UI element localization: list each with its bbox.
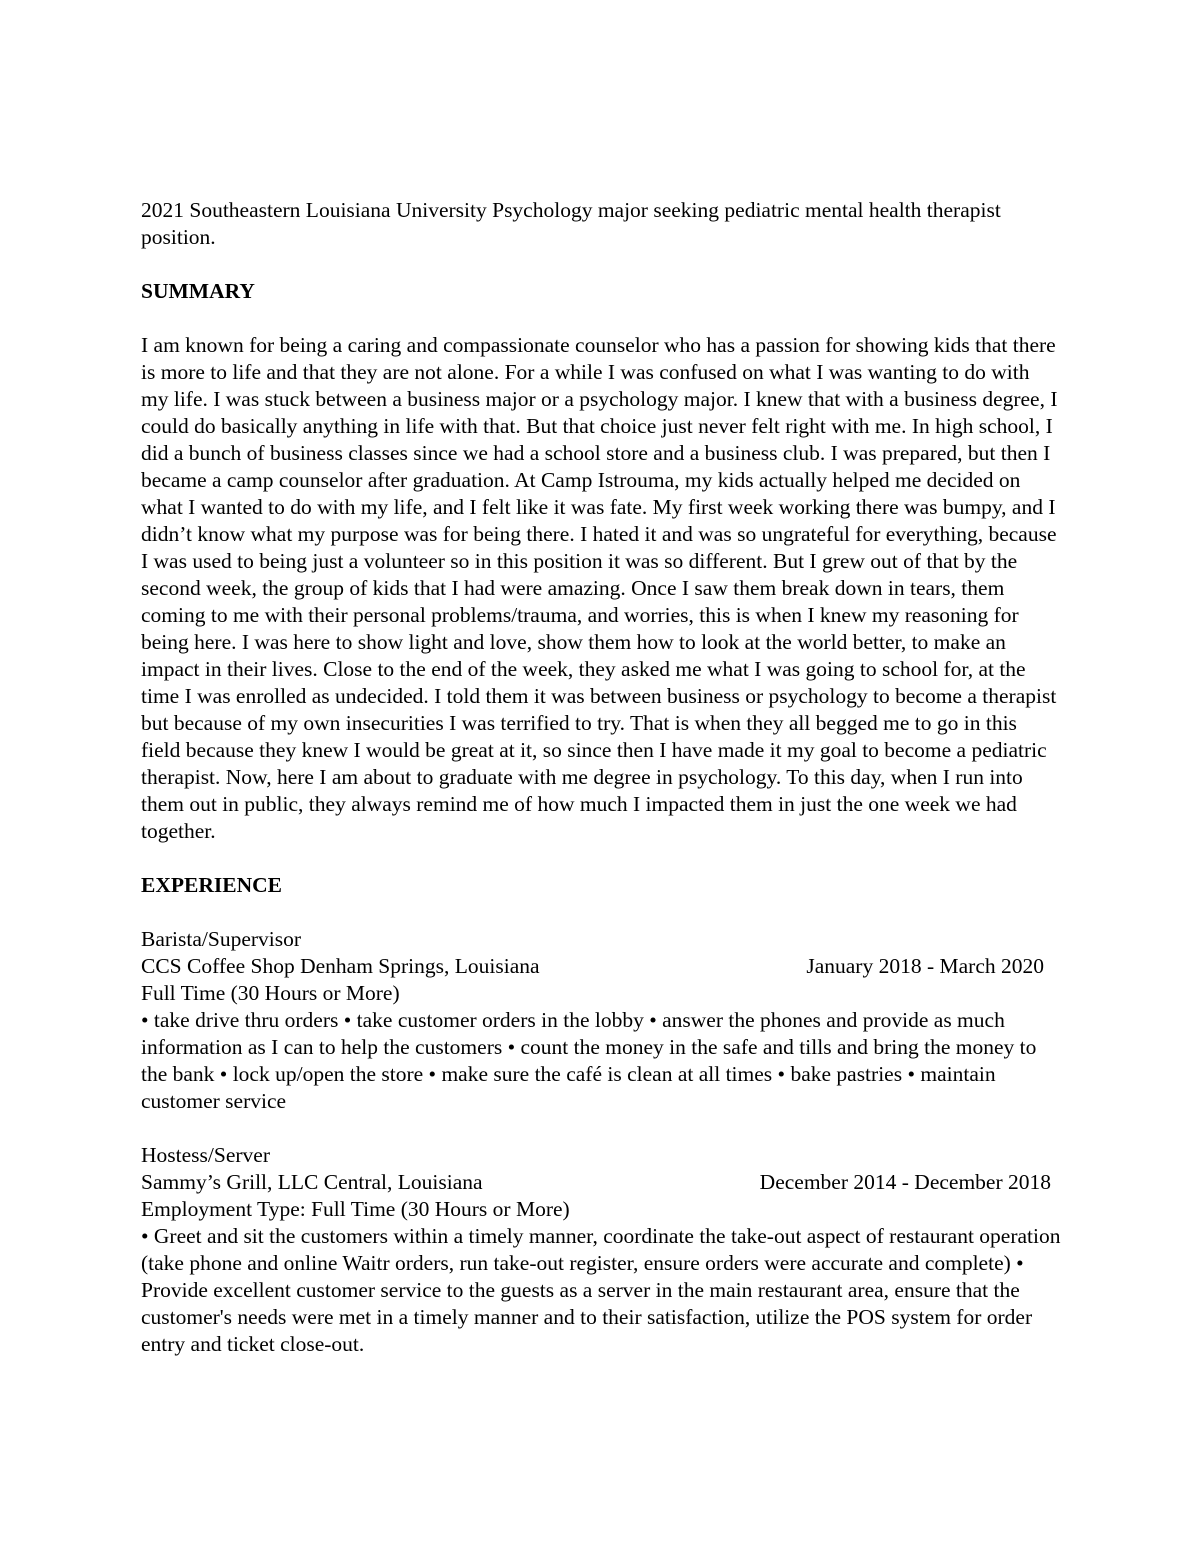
job-type: Full Time (30 Hours or More): [141, 981, 400, 1005]
job-title: Barista/Supervisor: [141, 927, 302, 951]
summary-text: I am known for being a caring and compassionate counselor who has a passion for showing kids that there is more to life and that they are not alone. For a while I was confused on what I was wanting to do with my life. I was stuck between a business major or a psychology major. I knew that with a business degree, I could do basically anything in life with that. But that choice just never felt right with me. In high school, I did a bunch of business classes since we had a school store and a business club. I was prepared, but then I became a camp counselor after graduation. At Camp Istrouma, my kids actually helped me decided on what I wanted to do with my life, and I felt like it was fate. My first week working there was bumpy, and I didn’t know what my purpose was for being there. I hated it and was so ungrateful for everything, because I was used to being just a volunteer so in this position it was so different. But I grew out of that by the second week, the group of kids that I had were amazing. Once I saw them break down in tears, them coming to me with their personal problems/trauma, and worries, this is when I knew my reasoning for being here. I was here to show light and love, show them how to look at the world better, to make an impact in their lives. Close to the end of the week, they asked me what I was going to school for, at the time I was enrolled as undecided. I told them it was between business or psychology to become a therapist but because of my own insecurities I was terrified to try. That is when they all begged me to go in this field because they knew I would be great at it, so since then I have made it my goal to become a pediatric therapist. Now, here I am about to graduate with me degree in psychology. To this day, when I run into them out in public, they always remind me of how much I impacted them in just the one week we had together.: [141, 333, 1058, 843]
experience-heading: EXPERIENCE: [141, 873, 282, 897]
job-employer-line: [141, 1169, 1051, 1196]
job-dates: December 2014 - December 2018: [759, 1170, 1051, 1194]
job-employer: CCS Coffee Shop Denham Springs, Louisiana: [141, 954, 540, 978]
job-employer: Sammy’s Grill, LLC Central, Louisiana: [141, 1170, 483, 1194]
job-title: Hostess/Server: [141, 1143, 270, 1167]
experience-section: [141, 872, 1061, 1358]
job-employer-line: [141, 953, 1044, 980]
job-dates: January 2018 - March 2020: [806, 954, 1044, 978]
job-entry: [141, 1142, 1061, 1358]
objective-statement: 2021 Southeastern Louisiana University Psychology major seeking pediatric mental health therapist position.: [141, 198, 1001, 249]
job-entry: [141, 926, 1061, 1115]
summary-section: [141, 278, 1061, 845]
job-type: Employment Type: Full Time (30 Hours or More): [141, 1197, 570, 1221]
job-duties: • Greet and sit the customers within a timely manner, coordinate the take-out aspect of restaurant operation (take phone and online Waitr orders, run take-out register, ensure orders were accurate and complete) • Provide excellent customer service to the guests as a server in the main restaurant area, ensure that the customer's needs were met in a timely manner and to their satisfaction, utilize the POS system for order entry and ticket close-out.: [141, 1224, 1061, 1356]
job-duties: • take drive thru orders • take customer orders in the lobby • answer the phones and provide as much information as I can to help the customers • count the money in the safe and tills and bring the money to the bank • lock up/open the store • make sure the café is clean at all times • bake pastries • maintain customer service: [141, 1008, 1037, 1113]
resume-content: [141, 197, 1061, 1385]
summary-heading: SUMMARY: [141, 279, 255, 303]
